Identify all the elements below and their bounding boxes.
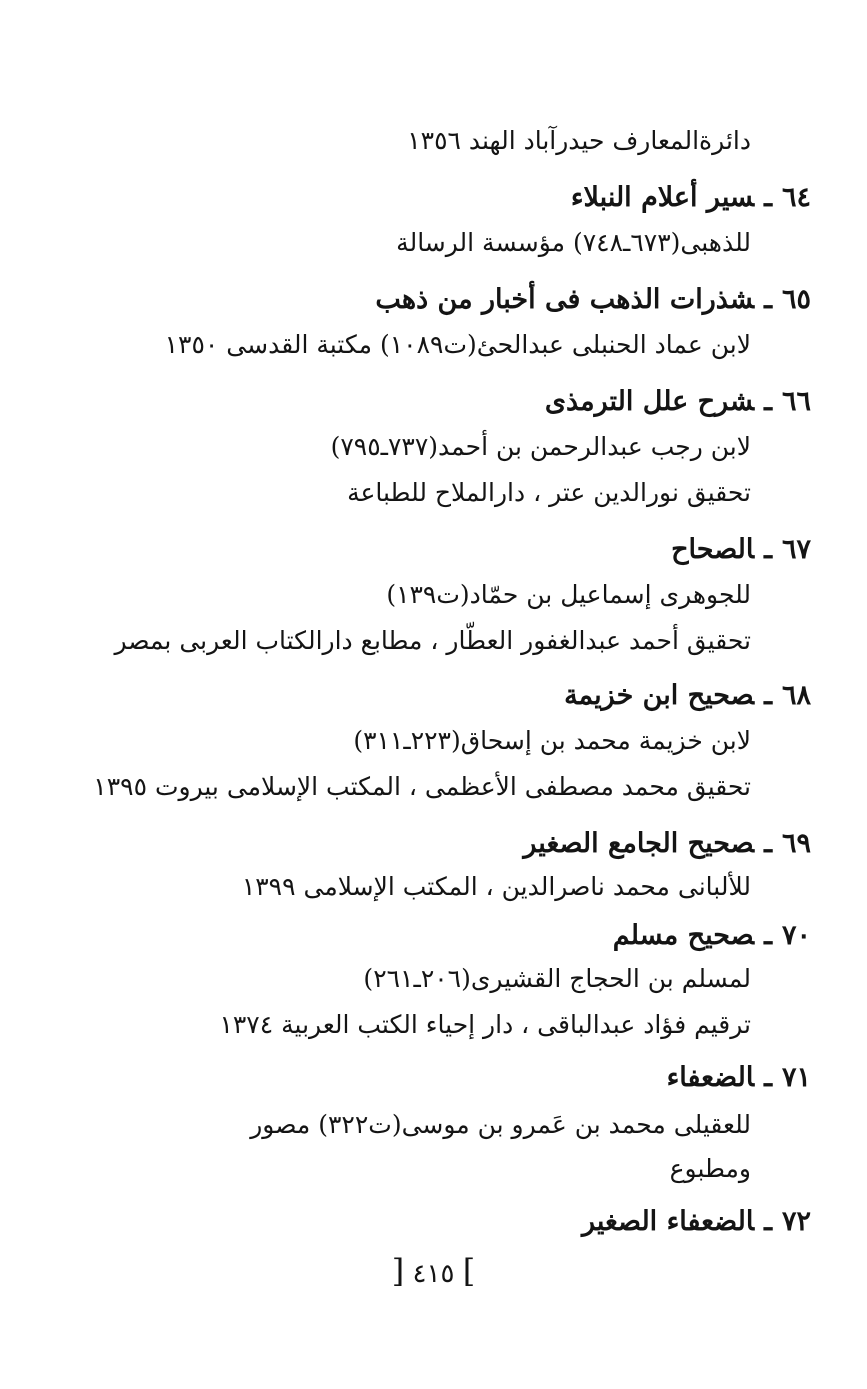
dash-separator: ـ bbox=[764, 386, 772, 417]
entry-number: ٦٤ bbox=[781, 182, 811, 213]
entry-number: ٧٢ bbox=[781, 1206, 811, 1237]
bracket-close: [ bbox=[391, 1252, 405, 1290]
entry-number: ٧١ bbox=[781, 1062, 811, 1093]
dash-separator: ـ bbox=[764, 534, 772, 565]
entry-70-heading bbox=[613, 920, 811, 951]
page-number-value: ٤١٥ bbox=[412, 1259, 455, 1289]
entry-64-heading bbox=[571, 182, 811, 213]
entry-title: الضعفاء الصغير bbox=[581, 1206, 755, 1237]
dash-separator: ـ bbox=[764, 1206, 772, 1237]
entry-71-heading bbox=[667, 1062, 811, 1093]
entry-title: الصحاح bbox=[671, 534, 755, 565]
entry-title: صحيح الجامع الصغير bbox=[523, 828, 755, 859]
dash-separator: ـ bbox=[764, 828, 772, 859]
dash-separator: ـ bbox=[764, 1062, 772, 1093]
entry-66-heading bbox=[545, 386, 811, 417]
page-number bbox=[0, 1252, 867, 1290]
entry-71-line-1: للعقيلى محمد بن عَمرو بن موسى(ت٣٢٢) مصور bbox=[250, 1110, 751, 1139]
entry-67-line-2: تحقيق أحمد عبدالغفور العطّار ، مطابع دارالكتاب العربى بمصر bbox=[114, 626, 751, 655]
entry-71-line-2: ومطبوع bbox=[669, 1154, 751, 1183]
entry-72-heading bbox=[582, 1206, 811, 1237]
entry-65-line-1: لابن عماد الحنبلى عبدالحئ(ت١٠٨٩) مكتبة القدسى ١٣٥٠ bbox=[164, 330, 751, 359]
entry-64-line-1: للذهبى(٦٧٣ـ٧٤٨) مؤسسة الرسالة bbox=[396, 228, 751, 257]
entry-number: ٦٨ bbox=[781, 680, 811, 711]
entry-67-line-1: للجوهرى إسماعيل بن حمّاد(ت١٣٩) bbox=[386, 580, 751, 609]
entry-number: ٦٥ bbox=[781, 284, 811, 315]
entry-number: ٦٦ bbox=[781, 386, 811, 417]
entry-66-line-1: لابن رجب عبدالرحمن بن أحمد(٧٣٧ـ٧٩٥) bbox=[330, 432, 751, 461]
entry-67-heading bbox=[671, 534, 811, 565]
entry-title: سير أعلام النبلاء bbox=[570, 182, 755, 213]
entry-title: صحيح ابن خزيمة bbox=[564, 680, 755, 711]
entry-68-heading bbox=[564, 680, 811, 711]
entry-65-heading bbox=[375, 284, 811, 315]
dash-separator: ـ bbox=[764, 182, 772, 213]
entry-70-line-1: لمسلم بن الحجاج القشيرى(٢٠٦ـ٢٦١) bbox=[363, 964, 751, 993]
entry-69-heading bbox=[523, 828, 811, 859]
entry-68-line-1: لابن خزيمة محمد بن إسحاق(٢٢٣ـ٣١١) bbox=[353, 726, 751, 755]
entry-66-line-2: تحقيق نورالدين عتر ، دارالملاح للطباعة bbox=[347, 478, 751, 507]
entry-title: الضعفاء bbox=[666, 1062, 755, 1093]
entry-title: شرح علل الترمذى bbox=[544, 386, 755, 417]
entry-number: ٦٩ bbox=[781, 828, 811, 859]
entry-70-line-2: ترقيم فؤاد عبدالباقى ، دار إحياء الكتب العربية ١٣٧٤ bbox=[219, 1010, 751, 1039]
dash-separator: ـ bbox=[764, 284, 772, 315]
entry-68-line-2: تحقيق محمد مصطفى الأعظمى ، المكتب الإسلامى بيروت ١٣٩٥ bbox=[93, 772, 751, 801]
bracket-open: ] bbox=[462, 1252, 476, 1290]
entry-69-line-1: للألبانى محمد ناصرالدين ، المكتب الإسلامى ١٣٩٩ bbox=[241, 872, 751, 901]
entry-title: صحيح مسلم bbox=[612, 920, 755, 951]
entry-number: ٧٠ bbox=[781, 920, 811, 951]
entry-number: ٦٧ bbox=[781, 534, 811, 565]
dash-separator: ـ bbox=[764, 680, 772, 711]
entry-title: شذرات الذهب فى أخبار من ذهب bbox=[375, 284, 755, 315]
continuation-line: دائرةالمعارف حيدرآباد الهند ١٣٥٦ bbox=[407, 126, 751, 155]
dash-separator: ـ bbox=[764, 920, 772, 951]
